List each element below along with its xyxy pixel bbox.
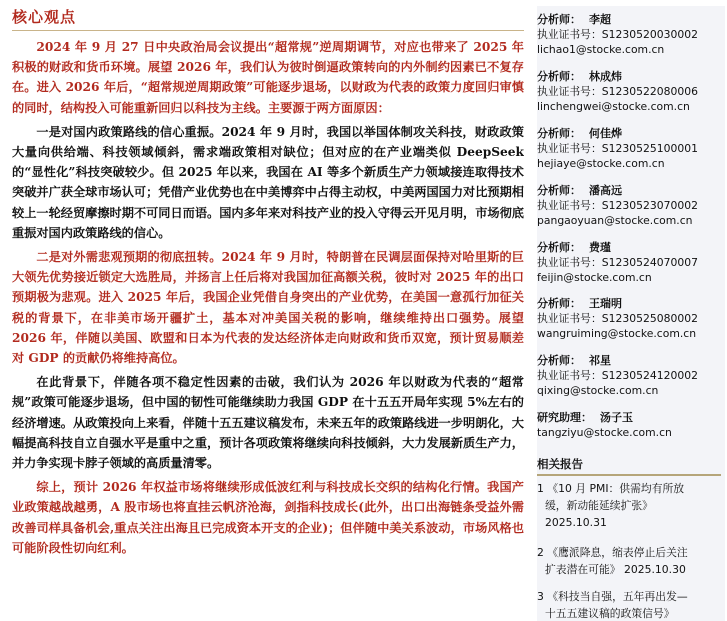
assistant-card bbox=[537, 410, 725, 440]
analyst-email[interactable]: pangaoyuan@stocke.com.cn bbox=[537, 214, 693, 227]
analyst-card bbox=[537, 12, 725, 57]
analyst-cert: 执业证书号：S1230525100001 bbox=[537, 142, 698, 155]
analyst-email[interactable]: feijin@stocke.com.cn bbox=[537, 271, 652, 284]
paragraph-point-two: 二是对外需悲观预期的彻底扭转。2024 年 9 月时，特朗普在民调层面保持对哈里斯的巨大领先优势接近锁定大选胜局，并扬言上任后将对我国加征高额关税，彼时对 2025 年的出口预期极为悲观。进入 2025 年后，我国企业凭借自身突出的产业优势，在美国一意孤行加征关税的背景下，在非美市场开疆扩土，基本对冲美国关税的影响，继续维持出口强势。展望 2026 年，伴随以美国、欧盟和日本为代表的发达经济体走向财政和货币双宽，预计贸易顺差对 GDP 的贡献仍将维持高位。 bbox=[12, 250, 524, 366]
analyst-name: 潘高远 bbox=[589, 184, 622, 197]
paragraph-intro: 2024 年 9 月 27 日中央政治局会议提出“超常规”逆周期调节，对应也带来了 2025 年积极的财政和货币环境。展望 2026 年，我们认为彼时倒逼政策转向的内外制约因素已不复存在。进入 2026 年后，“超常规逆周期政策”可能逐步退场，以财政为代表的政策力度回归审慎的同时，结构投入可能重新回归以科技为主线。主要源于两方面原因： bbox=[12, 40, 524, 115]
analyst-email[interactable]: qixing@stocke.com.cn bbox=[537, 384, 659, 397]
analyst-role: 分析师： bbox=[537, 184, 581, 197]
analyst-role: 分析师： bbox=[537, 297, 581, 310]
analyst-email[interactable]: hejiaye@stocke.com.cn bbox=[537, 157, 665, 170]
analyst-card bbox=[537, 240, 725, 285]
analyst-card bbox=[537, 353, 725, 398]
main-content bbox=[12, 4, 524, 621]
analyst-card bbox=[537, 69, 725, 114]
analyst-role: 研究助理： bbox=[537, 411, 592, 424]
report-line: 2 《鹰派降息，缩表停止后关注 bbox=[537, 546, 688, 559]
analyst-role: 分析师： bbox=[537, 70, 581, 83]
report-date: 2025.10.31 bbox=[545, 516, 607, 529]
analyst-email[interactable]: tangziyu@stocke.com.cn bbox=[537, 426, 672, 439]
analyst-role: 分析师： bbox=[537, 127, 581, 140]
analyst-email[interactable]: lichao1@stocke.com.cn bbox=[537, 43, 665, 56]
analyst-name: 林成炜 bbox=[589, 70, 622, 83]
analyst-name: 费瑾 bbox=[589, 241, 611, 254]
analyst-cert: 执业证书号：S1230520030002 bbox=[537, 28, 698, 41]
analyst-role: 分析师： bbox=[537, 354, 581, 367]
related-report-item[interactable] bbox=[537, 480, 721, 531]
analyst-card bbox=[537, 183, 725, 228]
related-report-item[interactable] bbox=[537, 588, 721, 621]
analyst-card bbox=[537, 296, 725, 341]
analyst-cert: 执业证书号：S1230522080006 bbox=[537, 85, 698, 98]
analyst-cert: 执业证书号：S1230523070002 bbox=[537, 199, 698, 212]
paragraph-background: 在此背景下，伴随各项不稳定性因素的击破，我们认为 2026 年以财政为代表的“超常规”政策可能逐步退场，但中国的韧性可能继续助力我国 GDP 在十五五开局年实现 5%左右的经济增速。从政策投向上来看，伴随十五五建议稿发布，未来五年的政策路线进一步明朗化，大幅提高科技自立自强水平是重中之重，预计各项政策将继续向科技倾斜，大力发展新质生产力，并力争实现卡脖子领域的高质量清零。 bbox=[12, 375, 524, 471]
report-line: 3 《科技当自强，五年再出发— bbox=[537, 590, 688, 603]
related-report-item[interactable] bbox=[537, 544, 721, 578]
analyst-email[interactable]: linchengwei@stocke.com.cn bbox=[537, 100, 690, 113]
sidebar bbox=[537, 6, 725, 621]
report-line: 扩表潜在可能》 2025.10.30 bbox=[545, 563, 686, 576]
analyst-card bbox=[537, 126, 725, 171]
paragraph-point-one: 一是对国内政策路线的信心重振。2024 年 9 月时，我国以举国体制攻关科技，财政政策大量向供给端、科技领域倾斜，需求端政策相对缺位；但对应的在产业端类似 DeepSeek 的“显性化”科技突破较少。但 2025 年以来，我国在 AI 等多个新质生产力领域接连取得技术突破并广获全球市场认可；凭借产业优势也在中美博弈中占得主动权，中美两国国力对比预期相较上一轮经贸摩擦时期不可同日而语。国内多年来对科技产业的投入守得云开见月明，市场彻底重振对国内政策路线的信心。 bbox=[12, 124, 524, 240]
analyst-name: 李超 bbox=[589, 13, 611, 26]
analyst-role: 分析师： bbox=[537, 241, 581, 254]
analyst-name: 祁星 bbox=[589, 354, 611, 367]
report-line: 十五五建议稿的政策信号》 bbox=[545, 607, 675, 620]
analyst-email[interactable]: wangruiming@stocke.com.cn bbox=[537, 327, 697, 340]
analyst-name: 汤子玉 bbox=[600, 411, 633, 424]
analyst-cert: 执业证书号：S1230524070007 bbox=[537, 256, 698, 269]
analyst-name: 何佳烨 bbox=[589, 127, 622, 140]
analyst-cert: 执业证书号：S1230524120002 bbox=[537, 369, 698, 382]
related-reports-heading: 相关报告 bbox=[537, 456, 721, 476]
report-line: 1 《10 月 PMI：供需均有所放 bbox=[537, 482, 685, 495]
analyst-cert: 执业证书号：S1230525080002 bbox=[537, 312, 698, 325]
report-line: 缓，新动能延续扩张》 bbox=[545, 499, 653, 512]
section-title: 核心观点 bbox=[12, 4, 524, 31]
paragraph-conclusion: 综上，预计 2026 年权益市场将继续形成低波红利与科技成长交织的结构化行情。我国产业政策越战越勇，A 股市场也将直挂云帆济沧海，剑指科技成长(此外，出口出海链条受益外需改善司样具备机会,重点关注出海且已完成资本开支的企业)；但伴随中美关系波动，市场风格也可能阶段性切向红利。 bbox=[12, 480, 524, 555]
analyst-role: 分析师： bbox=[537, 13, 581, 26]
analyst-name: 王瑞明 bbox=[589, 297, 622, 310]
